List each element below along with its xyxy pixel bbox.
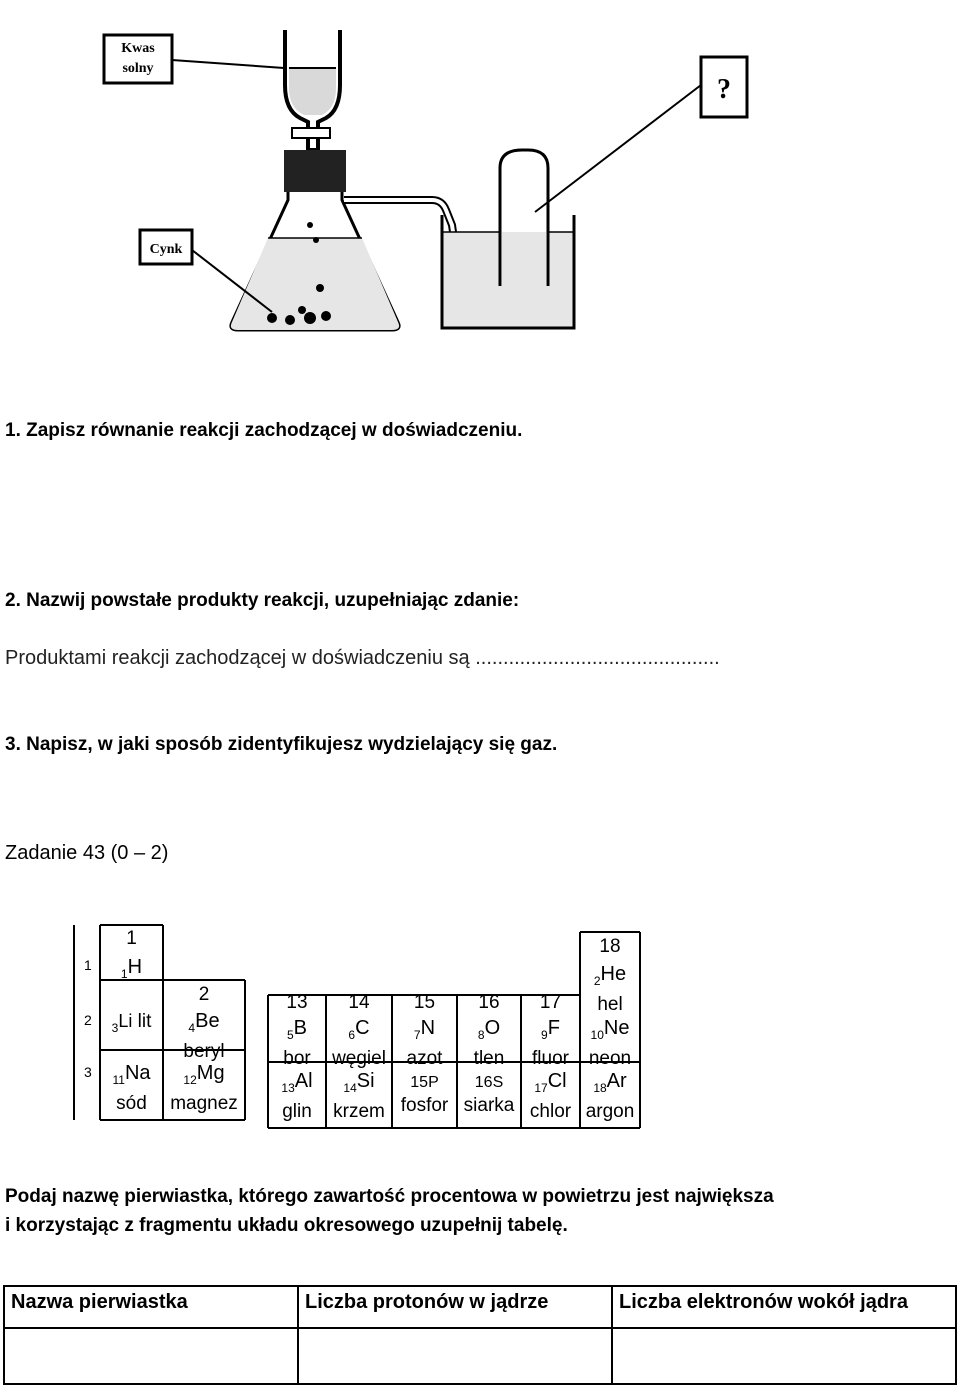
element-name: neon: [588, 1048, 632, 1069]
acid-label-box: [104, 35, 172, 83]
element-name: azot: [406, 1048, 443, 1069]
atomic-number: 3: [111, 1021, 119, 1035]
element-cell-cl: [521, 1070, 580, 1123]
header-proton-count: Liczba protonów w jądrze: [298, 1286, 612, 1328]
element-name: lit: [137, 1011, 152, 1032]
element-cell-ne: [580, 1017, 640, 1070]
group-header-16: 16: [478, 992, 500, 1013]
element-symbol: H: [127, 956, 143, 978]
element-cell-na: [100, 1062, 163, 1115]
period-number-3: 3: [84, 1064, 92, 1080]
atomic-number: 16: [474, 1074, 493, 1091]
atomic-number: 11: [112, 1073, 125, 1087]
element-symbol: Cl: [547, 1070, 567, 1092]
zinc-label-box: [140, 230, 192, 264]
atomic-number: 18: [593, 1081, 607, 1095]
question-3: 3. Napisz, w jaki sposób zidentyfikujesz wydzielający się gaz.: [5, 734, 558, 755]
atomic-number: 10: [590, 1028, 604, 1042]
question-2: 2. Nazwij powstałe produkty reakcji, uzupełniając zdanie:: [5, 590, 520, 611]
element-symbol: Mg: [196, 1062, 225, 1084]
element-cell-c: [326, 1017, 392, 1070]
element-cell-al: [268, 1070, 326, 1123]
element-name: hel: [597, 994, 623, 1015]
group-header-17: 17: [539, 992, 562, 1013]
gas-pointer-line: [535, 85, 701, 212]
conical-flask: [231, 150, 399, 330]
unknown-gas-box: [701, 57, 747, 117]
element-symbol: Li: [118, 1011, 133, 1031]
element-symbol: Al: [294, 1070, 313, 1092]
element-name: magnez: [170, 1093, 238, 1114]
element-name: fosfor: [400, 1095, 449, 1116]
element-cell-he: [580, 963, 640, 1016]
group-header-2: 2: [198, 984, 210, 1005]
acid-pointer-line: [172, 60, 284, 68]
group-header-13: 13: [286, 992, 308, 1013]
element-symbol: S: [492, 1074, 504, 1091]
element-cell-o: [457, 1017, 521, 1070]
atomic-number: 8: [477, 1028, 485, 1042]
question-1: 1. Zapisz równanie reakcji zachodzącej w doświadczeniu.: [5, 420, 523, 441]
element-cell-n: [392, 1017, 457, 1070]
element-symbol: Na: [124, 1062, 151, 1084]
element-symbol: O: [484, 1017, 501, 1039]
answer-element-name-cell[interactable]: [4, 1328, 298, 1384]
element-cell-mg: [163, 1062, 245, 1115]
task-instruction-line1: Podaj nazwę pierwiastka, którego zawartość procentowa w powietrzu jest największa: [5, 1186, 774, 1207]
element-cell-f: [521, 1017, 580, 1070]
atomic-number: 1: [120, 967, 128, 981]
element-name: sód: [116, 1093, 147, 1114]
answer-table-header-row: [4, 1286, 956, 1328]
header-electron-count: Liczba elektronów wokół jądra: [612, 1286, 956, 1328]
element-symbol: Ar: [606, 1070, 627, 1092]
element-symbol: N: [420, 1017, 436, 1039]
atomic-number: 14: [343, 1081, 357, 1095]
atomic-number: 9: [541, 1028, 548, 1042]
element-symbol: P: [428, 1074, 439, 1091]
element-name: glin: [282, 1101, 312, 1122]
atomic-number: 13: [281, 1081, 295, 1095]
element-cell-li: [100, 1010, 163, 1040]
answer-table-row: [4, 1328, 956, 1384]
element-symbol: F: [547, 1017, 560, 1039]
element-cell-h: [100, 956, 163, 986]
atomic-number: 15: [410, 1074, 429, 1091]
element-cell-be: [163, 1010, 245, 1063]
element-symbol: B: [293, 1017, 308, 1039]
experiment-diagram: [0, 0, 960, 360]
atomic-number: 12: [183, 1073, 197, 1087]
element-name: bor: [283, 1048, 311, 1069]
zinc-label: Cynk: [149, 242, 183, 257]
element-cell-p: [392, 1070, 457, 1117]
header-element-name: Nazwa pierwiastka: [4, 1286, 298, 1328]
group-header-14: 14: [348, 992, 370, 1013]
group-header-15: 15: [413, 992, 436, 1013]
atomic-number: 7: [413, 1028, 421, 1042]
unknown-gas-label: ?: [717, 74, 731, 105]
task-instruction-line2: i korzystając z fragmentu układu okresowego uzupełnij tabelę.: [5, 1215, 568, 1236]
element-name: chlor: [529, 1101, 572, 1122]
element-cell-b: [268, 1017, 326, 1070]
element-name: węgiel: [332, 1048, 386, 1069]
element-name: siarka: [463, 1095, 515, 1116]
atomic-number: 6: [348, 1028, 356, 1042]
task-title: Zadanie 43 (0 – 2): [5, 842, 169, 864]
group-header-18: 18: [599, 936, 621, 957]
answer-table: [3, 1285, 957, 1385]
element-cell-s: [457, 1070, 521, 1117]
element-name: tlen: [473, 1048, 505, 1069]
element-name: krzem: [333, 1101, 385, 1122]
element-name: fluor: [532, 1048, 569, 1069]
atomic-number: 2: [593, 974, 601, 988]
element-symbol: He: [600, 963, 627, 985]
element-symbol: Si: [356, 1070, 375, 1092]
answer-proton-count-cell[interactable]: [298, 1328, 612, 1384]
element-cell-ar: [580, 1070, 640, 1123]
period-number-2: 2: [84, 1012, 92, 1028]
element-name: beryl: [183, 1041, 225, 1062]
answer-electron-count-cell[interactable]: [612, 1328, 956, 1384]
element-name: argon: [585, 1101, 635, 1122]
period-number-1: 1: [84, 957, 92, 973]
element-cell-si: [326, 1070, 392, 1123]
acid-label-line2: solny: [122, 61, 154, 76]
group-header-1: 1: [126, 928, 137, 949]
atomic-number: 17: [534, 1081, 548, 1095]
acid-label-line1: Kwas: [121, 41, 155, 56]
atomic-number: 5: [286, 1028, 294, 1042]
element-symbol: Ne: [603, 1017, 630, 1039]
atomic-number: 4: [188, 1021, 196, 1035]
question-2-sentence: Produktami reakcji zachodzącej w doświadczeniu są ............................................: [5, 647, 720, 669]
element-symbol: Be: [195, 1010, 220, 1032]
element-symbol: C: [355, 1017, 370, 1039]
